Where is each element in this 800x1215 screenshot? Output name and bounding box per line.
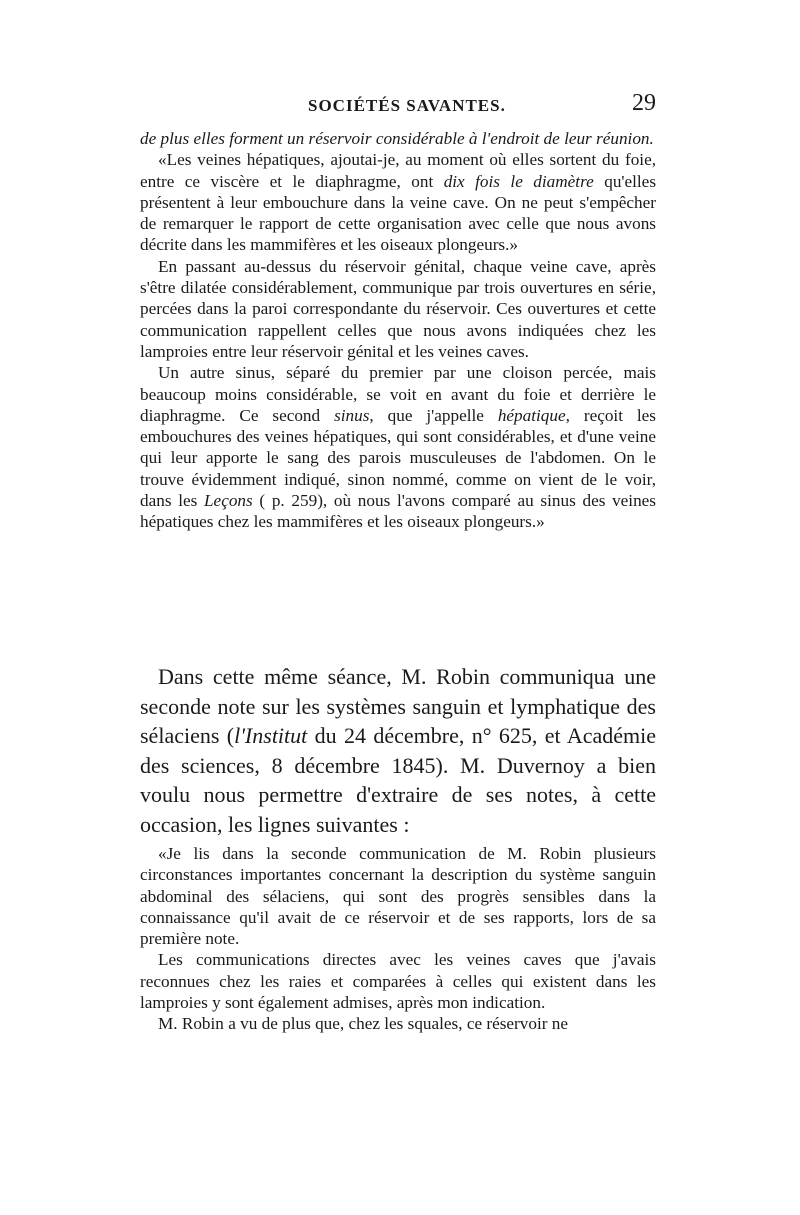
page-header: [140, 92, 656, 124]
paragraph-4: [140, 362, 656, 532]
italic-text: l'Institut: [234, 723, 308, 749]
paragraph-7: Les communications directes avec les veines caves que j'avais reconnues chez les raies et comparées à celles qui existent dans les lamproies y sont également admises, après mon indication.: [140, 950, 656, 1013]
paragraph-3: En passant au-dessus du réservoir génital, chaque veine cave, après s'être dilatée considérablement, communique par trois ouvertures en série, percées dans la paroi correspondante du réservoir. Ces ouvertures et cette communication rappellent celles que nous avons indiquées chez les lamproies entre leur réservoir génital et les veines caves.: [140, 256, 656, 361]
italic-text: dix fois le diamètre: [443, 171, 594, 191]
italic-text: Leçons: [204, 491, 253, 511]
paragraph-8: M. Robin a vu de plus que, chez les squales, ce réservoir ne: [158, 1014, 568, 1034]
quoted-notes: [140, 843, 656, 1035]
text-run: , reçoit les embouchures des veines hépatiques, qui sont considérables, et d'une veine qui leur apporte le sang des parois musculeuses de l'abdomen. On le trouve évidemment indiqué, sinon nommé, comme on vient de le voir, dans les: [140, 405, 656, 511]
paragraph-5: [140, 662, 656, 840]
running-title: SOCIÉTÉS SAVANTES.: [308, 96, 506, 115]
paragraph-2: [140, 149, 656, 255]
page-number: 29: [632, 90, 656, 116]
text-run: Dans cette même séance, M. Robin communiqua une seconde note sur les systèmes sanguin et lymphatique des sélaciens (: [140, 664, 656, 749]
text-run: «Les veines hépatiques, ajoutai-je, au moment où elles sortent du foie, entre ce viscère et le diaphragme, ont: [140, 150, 656, 191]
text-run: ( p. 259), où nous l'avons comparé au sinus des veines hépatiques chez les mammifères et les oiseaux plongeurs.»: [140, 491, 656, 532]
large-paragraph: [140, 662, 656, 840]
text-run: du 24 décembre, n° 625, et Académie des sciences, 8 décembre 1845). M. Duvernoy a bien voulu nous permettre d'extraire de ses notes, à cette occasion, les lignes suivantes :: [140, 723, 656, 837]
body-text: [140, 128, 656, 533]
italic-text: sinus: [334, 405, 370, 425]
paragraph-1: [140, 128, 656, 149]
text-run: , que j'appelle: [369, 405, 498, 425]
italic-text: hépatique: [497, 405, 566, 425]
text-run: Un autre sinus, séparé du premier par une cloison percée, mais beaucoup moins considérable, se voit en avant du foie et derrière le diaphragme. Ce second: [140, 363, 656, 425]
italic-text: de plus elles forment un réservoir considérable à l'endroit de leur réunion.: [140, 129, 654, 148]
paragraph-6: «Je lis dans la seconde communication de M. Robin plusieurs circonstances importantes concernant la description du système sanguin abdominal des sélaciens, qui sont des progrès sensibles dans la connaissance qu'il avait de ce réservoir et de ses rapports, lors de sa première note.: [140, 844, 656, 949]
text-run: qu'elles présentent à leur embouchure dans la veine cave. On ne peut s'empêcher de remarquer le rapport de cette organisation avec celle que nous avons décrite dans les mammifères et les oiseaux plongeurs.»: [140, 171, 657, 255]
